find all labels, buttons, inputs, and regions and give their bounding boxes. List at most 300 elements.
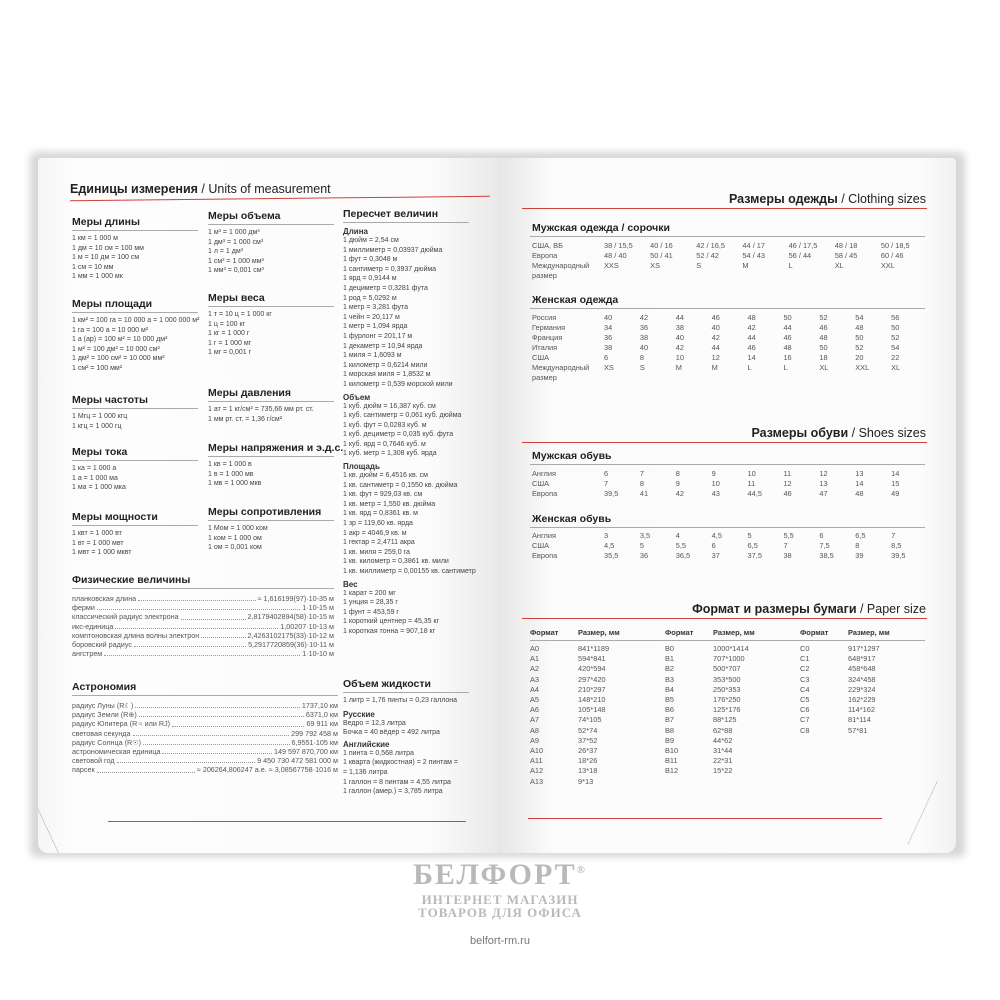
- paper-format: A3: [530, 674, 540, 684]
- men-size-cell: 54 / 43: [742, 251, 766, 260]
- women-size-cell: 10: [675, 353, 684, 362]
- brand-logo: БЕЛФОРТ®: [413, 858, 587, 891]
- men-size-label: Международный: [532, 261, 590, 270]
- women-size-cell: 36: [639, 323, 649, 332]
- length-line: 1 км = 1 000 м: [72, 235, 118, 242]
- paper-size: 105*148: [578, 705, 606, 715]
- men-shoe-cell: 46: [783, 489, 792, 498]
- voltage-block: [208, 442, 344, 489]
- men-shoe-cell: 9: [711, 469, 716, 478]
- women-size-cell: 22: [891, 353, 900, 362]
- conversion-line: 1 кв. километр = 0,3861 кв. мили: [343, 558, 449, 566]
- area-line: 1 а (ар) = 100 м² = 10 000 дм²: [72, 336, 168, 344]
- resistance-heading: Меры сопротивления: [208, 506, 322, 518]
- conversion-line: 1 короткий центнер = 45,35 кг: [343, 618, 440, 626]
- frequency-lines: [72, 412, 200, 431]
- paper-format: B11: [665, 756, 678, 766]
- conversion-line: 1 гектар = 2,4711 акра: [343, 539, 415, 547]
- women-shoe-cell: 4: [675, 531, 680, 540]
- women-size-cell: 18: [819, 353, 828, 362]
- volume-block: [208, 210, 336, 276]
- paper-size: 31*44: [713, 746, 733, 755]
- men-size-cell: 42 / 16,5: [696, 241, 726, 250]
- conversion-line: 1 кв. миллиметр = 0,00155 кв. сантиметр: [343, 568, 476, 575]
- paper-format: A4: [530, 684, 540, 694]
- men-shoe-cell: 8: [675, 469, 680, 478]
- women-shoe-cell: 5,5: [675, 541, 687, 550]
- women-shoe-cell: 3: [604, 531, 609, 540]
- women-size-cell: 48: [783, 343, 792, 352]
- paper-size: 37*52: [578, 735, 598, 745]
- weight-heading: Меры веса: [208, 292, 265, 304]
- liquid-line: 1 галлон = 8 пинтам = 4,55 литра: [343, 778, 451, 786]
- volume-lines: [208, 228, 336, 276]
- length-block: [72, 216, 200, 282]
- paper-size: 176*250: [713, 695, 741, 704]
- paper-header-cell: Формат: [665, 628, 694, 637]
- voltage-line: 1 в = 1 000 мв: [208, 470, 254, 478]
- paper-size: 57*81: [848, 725, 868, 735]
- women-size-cell: 46: [819, 323, 828, 332]
- paper-size: 44*62: [713, 735, 733, 745]
- current-block: [72, 446, 200, 493]
- paper-format: B4: [665, 684, 675, 694]
- men-size-cell: XXL: [880, 261, 895, 270]
- length-heading: Меры длины: [72, 216, 140, 228]
- frequency-block: [72, 394, 200, 431]
- paper-size: 114*162: [848, 705, 875, 715]
- conversion-block: [343, 208, 476, 637]
- paper-format: A10: [530, 746, 544, 755]
- women-size-cell: 40: [675, 333, 684, 342]
- paper-size: 18*26: [578, 756, 598, 766]
- astronomy-row: радиус Земли (R⊕) 6371,0 км: [72, 710, 338, 720]
- volume-line: 1 м³ = 1 000 дм³: [208, 229, 260, 236]
- women-shoe-label: Европа: [532, 551, 558, 560]
- title-rule: [70, 196, 490, 202]
- women-size-cell: XS: [604, 363, 614, 372]
- clothing-rule: [522, 208, 927, 209]
- women-shoes-table: [532, 531, 927, 563]
- women-size-cell: 42: [711, 333, 720, 342]
- paper-size: 81*114: [848, 715, 871, 725]
- conversion-line: 1 карат = 200 мг: [343, 589, 396, 597]
- men-shoe-cell: 47: [819, 489, 828, 498]
- conversion-line: 1 метр = 1,094 ярда: [343, 323, 408, 331]
- women-size-cell: 40: [639, 343, 649, 352]
- frequency-heading: Меры частоты: [72, 394, 148, 406]
- paper-format: A12: [530, 766, 544, 776]
- conversion-line: 1 километр = 0,6214 мили: [343, 361, 428, 369]
- paper-header-cell: Размер, мм: [848, 628, 890, 637]
- conversion-line: 1 унция = 28,35 г: [343, 599, 398, 607]
- conversion-line: 1 фурлонг = 201,17 м: [343, 332, 413, 340]
- conv-weight-heading: Вес: [343, 579, 358, 589]
- liquid-russian-heading: Русские: [343, 709, 375, 719]
- men-shoe-cell: 7: [604, 479, 609, 488]
- power-heading: Меры мощности: [72, 511, 158, 523]
- women-size-cell: 40: [604, 313, 613, 322]
- men-size-cell: L: [788, 261, 793, 270]
- women-size-cell: 52: [855, 343, 864, 352]
- weight-line: 1 т = 10 ц = 1 000 кг: [208, 311, 272, 318]
- conversion-line: 1 кв. фут = 929,03 кв. см: [343, 491, 423, 499]
- women-size-cell: S: [639, 363, 645, 372]
- brand-line1: ИНТЕРНЕТ МАГАЗИН: [421, 892, 579, 907]
- women-size-cell: XL: [891, 363, 901, 372]
- women-shoe-label: Англия: [532, 531, 556, 540]
- area-line: 1 км² = 100 га = 10 000 а = 1 000 000 м²: [72, 317, 200, 324]
- women-size-cell: 14: [747, 353, 756, 362]
- conversion-line: 1 кв. метр = 1,550 кв. дюйма: [343, 500, 436, 508]
- physics-row: комптоновская длина волны электрон 2,4263102175(33)·10-12 м: [72, 630, 334, 640]
- women-shoes-heading: Женская обувь: [532, 513, 612, 525]
- paper-size: 229*324: [848, 684, 876, 694]
- men-size-cell: 40 / 16: [650, 241, 673, 250]
- paper-size: 15*22: [713, 766, 733, 776]
- paper-size: 297*420: [578, 674, 606, 684]
- astronomy-row: парсек ≈ 206264,806247 а.е. ≈ 3,08567758·1016 м: [72, 765, 338, 775]
- corner-dots-right: [907, 781, 937, 845]
- women-size-cell: L: [783, 363, 788, 372]
- men-size-cell: 58 / 45: [834, 251, 858, 260]
- paper-size: 88*125: [713, 715, 737, 725]
- paper-size: 500*707: [713, 664, 741, 674]
- men-shoe-cell: 15: [891, 479, 900, 488]
- men-size-cell: 48 / 40: [604, 251, 627, 260]
- paper-title: Формат и размеры бумаги / Paper size: [692, 602, 926, 616]
- paper-size: 353*500: [713, 674, 741, 684]
- voltage-lines: [208, 460, 338, 489]
- women-size-cell: M: [711, 363, 718, 372]
- men-size-cell: 46 / 17,5: [788, 241, 818, 250]
- paper-format: B3: [665, 674, 675, 684]
- paper-format: C1: [800, 654, 810, 664]
- paper-size: 594*841: [578, 654, 606, 664]
- men-size-cell: 50 / 41: [650, 251, 673, 260]
- men-shoe-cell: 11: [783, 469, 792, 478]
- weight-line: 1 кг = 1 000 г: [208, 330, 250, 338]
- conversion-line: 1 зр = 119,60 кв. ярда: [343, 520, 413, 528]
- paper-format: A7: [530, 715, 540, 725]
- paper-size: 707*1000: [713, 654, 745, 664]
- paper-size: 74*105: [578, 715, 602, 725]
- women-size-cell: 38: [639, 333, 649, 342]
- astronomy-row: астрономическая единица 149 597 870,700 км: [72, 747, 338, 757]
- women-shoe-cell: 39: [855, 551, 864, 560]
- women-shoe-cell: 38,5: [819, 551, 834, 560]
- voltage-line: 1 мв = 1 000 мкв: [208, 480, 262, 488]
- paper-size: 13*18: [578, 766, 598, 776]
- men-shoes-heading: Мужская обувь: [532, 450, 612, 462]
- men-size-cell: 44 / 17: [742, 241, 766, 250]
- pressure-line: 1 мм рт. ст. = 1,36 г/см²: [208, 415, 283, 423]
- physics-rows: [72, 594, 334, 658]
- resistance-block: [208, 506, 338, 553]
- paper-format: B9: [665, 735, 675, 745]
- men-shoe-cell: 41: [639, 489, 649, 498]
- astronomy-row: световой год 9 450 730 472 581 000 м: [72, 756, 338, 766]
- women-shoe-cell: 6: [711, 541, 716, 550]
- paper-header-cell: Размер, мм: [713, 628, 755, 637]
- women-size-cell: XXL: [855, 363, 870, 372]
- men-size-cell: 48 / 18: [834, 241, 858, 250]
- liquid-block: [343, 678, 471, 797]
- paper-format: B2: [665, 664, 675, 674]
- women-size-cell: 16: [783, 353, 792, 362]
- men-shoe-cell: 9: [675, 479, 680, 488]
- conversion-line: 1 кв. ярд = 0,8361 кв. м: [343, 510, 418, 518]
- area-line: 1 см² = 100 мм²: [72, 364, 123, 372]
- conversion-line: 1 куб. сантиметр = 0,061 куб. дюйма: [343, 412, 462, 420]
- paper-format: B1: [665, 654, 675, 664]
- conversion-line: 1 куб. дюйм = 16,387 куб. см: [343, 402, 436, 410]
- liquid-line: 1 галлон (амер.) = 3,785 литра: [343, 788, 443, 796]
- women-clothing-table: [532, 313, 927, 385]
- current-line: 1 а = 1 000 ма: [72, 474, 118, 482]
- paper-header-cell: Формат: [800, 628, 829, 637]
- paper-format: A13: [530, 776, 544, 786]
- conv-length-heading: Длина: [343, 227, 368, 236]
- voltage-line: 1 кв = 1 000 в: [208, 461, 252, 468]
- conv-volume-heading: Объем: [343, 392, 371, 402]
- liquid-line: Ведро = 12,3 литра: [343, 719, 406, 727]
- women-size-cell: 42: [675, 343, 684, 352]
- astronomy-rows: [72, 701, 338, 775]
- women-shoe-cell: 5,5: [783, 531, 794, 540]
- weight-line: 1 г = 1 000 мг: [208, 339, 252, 347]
- current-lines: [72, 464, 200, 493]
- women-shoe-cell: 38: [783, 551, 792, 560]
- volume-line: 1 см³ = 1 000 мм³: [208, 257, 264, 265]
- paper-format: B8: [665, 725, 675, 735]
- women-shoe-cell: 36: [639, 551, 649, 560]
- conversion-line: 1 кв. миля = 259,0 га: [343, 548, 410, 556]
- women-size-cell: 50: [819, 343, 828, 352]
- conversion-line: 1 ярд = 0,9144 м: [343, 275, 397, 283]
- women-size-cell: 52: [891, 333, 900, 342]
- women-size-label: Международный: [532, 363, 590, 372]
- paper-format: C3: [800, 674, 810, 684]
- men-shoe-cell: 13: [855, 469, 864, 478]
- conversion-line: 1 дециметр = 0,3281 фута: [343, 284, 428, 292]
- women-shoe-cell: 8,5: [891, 541, 902, 550]
- paper-size: 162*229: [848, 695, 876, 704]
- area-heading: Меры площади: [72, 298, 153, 310]
- women-size-cell: 44: [711, 343, 720, 352]
- conv-area-heading: Площадь: [343, 462, 380, 472]
- women-size-cell: L: [747, 363, 752, 372]
- women-shoe-cell: 8: [855, 541, 860, 550]
- women-size-cell: XL: [819, 363, 829, 372]
- conversion-line: 1 кв. сантиметр = 0,1550 кв. дюйма: [343, 481, 458, 489]
- women-shoe-cell: 7,5: [819, 541, 830, 550]
- women-size-cell: 44: [747, 333, 756, 342]
- women-size-cell: 50: [891, 323, 900, 332]
- paper-format: C7: [800, 715, 810, 725]
- women-size-cell: 20: [855, 353, 864, 362]
- area-line: 1 м² = 100 дм² = 10 000 см²: [72, 345, 160, 353]
- paper-size: 9*13: [578, 776, 594, 786]
- resistance-line: 1 ом = 0,001 ком: [208, 544, 262, 552]
- astronomy-row: радиус Юпитера (R♃ или RJ) 69 911 км: [72, 719, 338, 729]
- women-shoe-cell: 39,5: [891, 551, 906, 560]
- women-shoe-cell: 7: [891, 531, 896, 540]
- physics-heading: Физические величины: [72, 574, 191, 586]
- paper-format: B12: [665, 766, 679, 776]
- paper-header-cell: Размер, мм: [578, 628, 620, 637]
- women-size-cell: 6: [604, 353, 609, 362]
- women-size-cell: 44: [675, 313, 684, 322]
- paper-format: A2: [530, 664, 540, 674]
- paper-format: A5: [530, 695, 540, 704]
- power-block: [72, 511, 200, 558]
- men-shoe-cell: 6: [604, 469, 609, 478]
- paper-format: A9: [530, 735, 540, 745]
- conversion-line: 1 морская миля = 1,8532 м: [343, 371, 431, 379]
- pressure-lines: [208, 405, 338, 424]
- women-size-cell: 54: [891, 343, 900, 352]
- paper-size: 250*353: [713, 684, 741, 694]
- conversion-line: 1 кв. дюйм = 6,4516 кв. см: [343, 472, 428, 480]
- length-lines: [72, 234, 200, 282]
- paper-header-rule: [530, 640, 925, 641]
- conversion-line: 1 декаметр = 10,94 ярда: [343, 342, 423, 350]
- men-size-cell: XL: [834, 261, 844, 270]
- women-shoe-cell: 37: [711, 551, 720, 560]
- pressure-heading: Меры давления: [208, 387, 292, 399]
- conversion-line: 1 километр = 0,539 морской мили: [343, 380, 453, 388]
- area-block: [72, 298, 212, 374]
- paper-format: C5: [800, 695, 810, 704]
- conversion-line: 1 род = 5,0292 м: [343, 294, 397, 302]
- men-shoe-label: Европа: [532, 489, 558, 498]
- physics-row: планковская длина ≈ 1,616199(97)·10-35 м: [72, 594, 334, 603]
- women-size-label: Италия: [532, 343, 558, 352]
- voltage-heading: Меры напряжения и э.д.с.: [208, 442, 344, 454]
- men-clothing-table: [532, 241, 927, 285]
- men-shoe-cell: 7: [639, 469, 644, 478]
- men-shoe-cell: 12: [819, 469, 828, 478]
- women-size-cell: 48: [747, 313, 756, 322]
- women-size-cell: 50: [855, 333, 864, 342]
- volume-line: 1 л = 1 дм³: [208, 248, 243, 256]
- paper-size: 420*594: [578, 664, 606, 674]
- bottom-rule-right: [528, 818, 882, 819]
- women-size-label: Россия: [532, 313, 557, 322]
- conversion-line: 1 чейн = 20,117 м: [343, 313, 400, 321]
- women-size-cell: 56: [891, 313, 900, 322]
- power-line: 1 мвт = 1 000 мквт: [72, 549, 132, 557]
- paper-format: B7: [665, 715, 675, 725]
- paper-table: [530, 628, 925, 788]
- weight-block: [208, 292, 336, 358]
- men-size-cell: XS: [650, 261, 660, 270]
- length-line: 1 мм = 1 000 мк: [72, 273, 123, 281]
- men-shoe-label: США: [532, 479, 550, 488]
- paper-format: C0: [800, 644, 810, 653]
- physics-block: [72, 574, 334, 658]
- women-shoe-label: США: [532, 541, 550, 550]
- shoes-rule: [522, 442, 927, 443]
- paper-format: C2: [800, 664, 810, 674]
- women-shoe-cell: 4,5: [604, 541, 615, 550]
- women-clothing-heading: Женская одежда: [532, 294, 619, 306]
- paper-size: 1000*1414: [713, 644, 749, 653]
- women-shoe-cell: 6: [819, 531, 824, 540]
- conversion-line: 1 метр = 3,281 фута: [343, 304, 409, 312]
- women-size-cell: M: [675, 363, 682, 372]
- men-clothing-heading: Мужская одежда / сорочки: [532, 222, 670, 234]
- paper-size: 22*31: [713, 756, 733, 766]
- women-size-label: Франция: [532, 333, 563, 342]
- paper-format: A11: [530, 756, 543, 766]
- paper-size: 62*88: [713, 725, 733, 735]
- men-size-cell: S: [696, 261, 702, 270]
- liquid-line: 1 пинта = 0,568 литра: [343, 749, 414, 757]
- conversion-line: 1 миллиметр = 0,03937 дюйма: [343, 246, 443, 254]
- resistance-lines: [208, 524, 338, 553]
- men-shoes-table: [532, 469, 927, 501]
- women-size-label: размер: [532, 373, 557, 382]
- liquid-line: Бочка = 40 вёдер = 492 литра: [343, 729, 440, 737]
- women-size-cell: 42: [747, 323, 756, 332]
- volume-line: 1 дм³ = 1 000 см³: [208, 238, 264, 246]
- astronomy-row: световая секунда 299 792 458 м: [72, 728, 338, 738]
- men-size-cell: XXS: [604, 261, 619, 270]
- conversion-heading: Пересчет величин: [343, 208, 439, 220]
- paper-format: B0: [665, 644, 675, 653]
- men-size-label: США, ВБ: [532, 241, 563, 250]
- women-size-cell: 42: [639, 313, 649, 322]
- liquid-english-heading: Английские: [343, 739, 390, 749]
- conversion-line: 1 дюйм = 2,54 см: [343, 237, 399, 244]
- women-size-cell: 36: [604, 333, 613, 342]
- area-line: 1 дм² = 100 см² = 10 000 мм²: [72, 355, 165, 363]
- site-url: belfort-rm.ru: [470, 935, 530, 947]
- paper-format: B6: [665, 705, 675, 715]
- women-size-cell: 8: [639, 353, 644, 362]
- liquid-line: = 1,136 литра: [343, 768, 388, 776]
- physics-row: ангстрем 1·10-10 м: [72, 649, 334, 659]
- women-size-cell: 46: [711, 313, 720, 322]
- paper-size: 917*1297: [848, 644, 880, 653]
- weight-line: 1 мг = 0,001 г: [208, 349, 252, 357]
- men-size-cell: M: [742, 261, 749, 270]
- conversion-line: 1 куб. ярд = 0,7646 куб. м: [343, 440, 426, 448]
- paper-format: B5: [665, 695, 675, 704]
- paper-size: 210*297: [578, 684, 606, 694]
- women-shoe-cell: 35,5: [604, 551, 619, 560]
- units-title: Единицы измерения / Units of measurement: [70, 182, 331, 196]
- conversion-line: 1 фунт = 453,59 г: [343, 608, 399, 616]
- women-size-cell: 38: [604, 343, 613, 352]
- women-shoe-cell: 36,5: [675, 551, 691, 560]
- women-size-label: Германия: [532, 323, 566, 332]
- paper-size: 26*37: [578, 746, 598, 755]
- women-shoe-cell: 4,5: [711, 531, 722, 540]
- physics-row: ферми 1·10-15 м: [72, 603, 334, 613]
- paper-format: C8: [800, 725, 810, 735]
- men-shoe-cell: 44,5: [747, 489, 762, 498]
- men-size-cell: 38 / 15,5: [604, 241, 633, 250]
- paper-size: 841*1189: [578, 644, 610, 653]
- area-line: 1 га = 100 а = 10 000 м²: [72, 326, 149, 334]
- power-lines: [72, 529, 200, 558]
- men-shoe-cell: 10: [747, 469, 756, 478]
- paper-format: B10: [665, 746, 679, 755]
- paper-format: C4: [800, 684, 810, 694]
